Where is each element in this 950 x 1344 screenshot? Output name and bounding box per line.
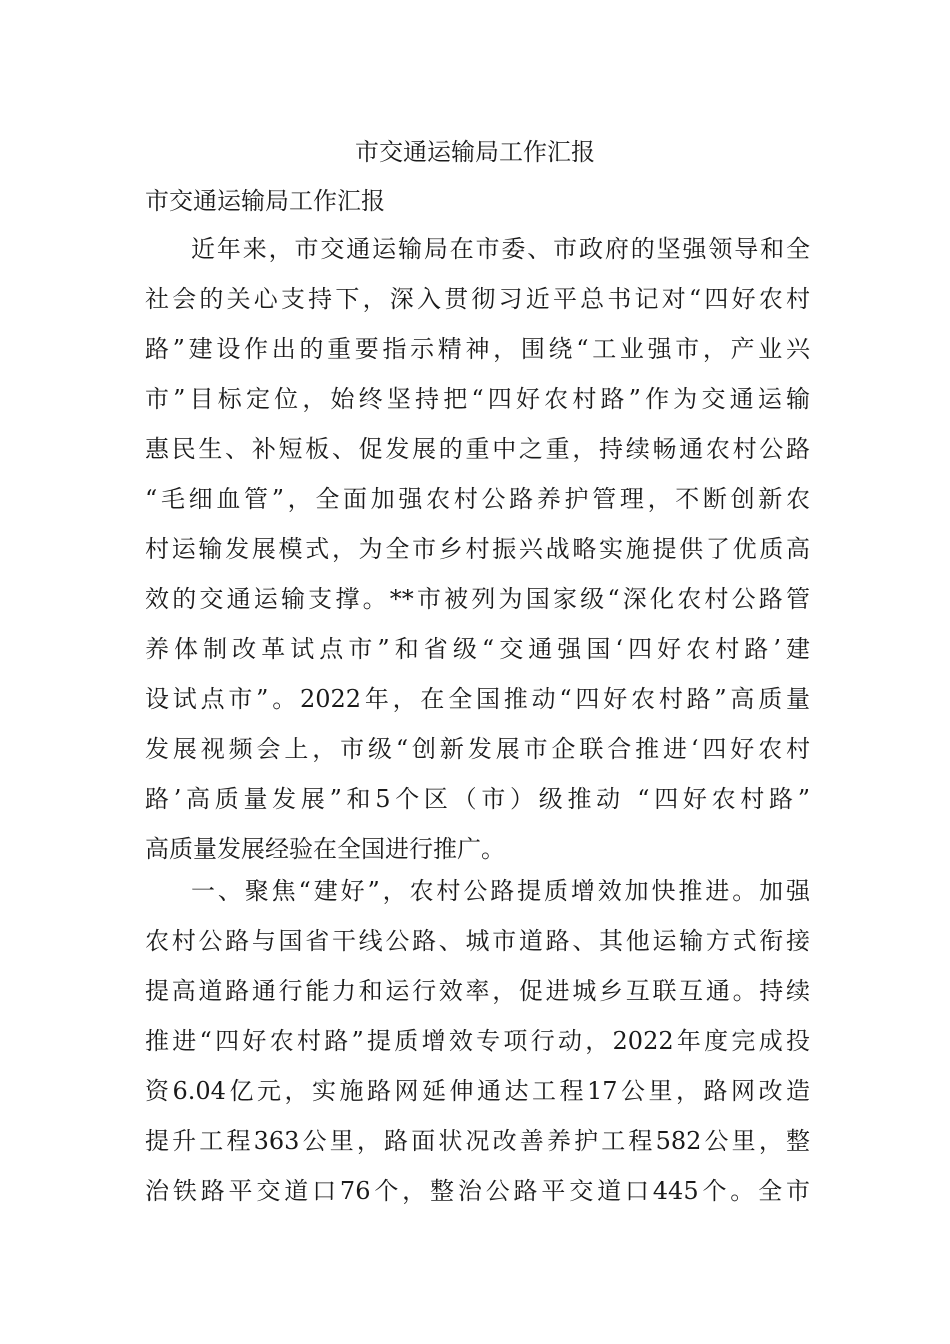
text-line: “毛细血管”，全面加强农村公路养护管理，不断创新农	[145, 485, 810, 513]
text-line: 一、聚焦“建好”，农村公路提质增效加快推进。加强	[191, 877, 810, 905]
text-line: 路’高质量发展”和5个区（市）级推动 “四好农村路”	[145, 785, 810, 813]
text-line: 近年来，市交通运输局在市委、市政府的坚强领导和全	[191, 235, 810, 263]
text-line: 治铁路平交道口76个，整治公路平交道口445个。全市	[145, 1177, 810, 1205]
text-line: 农村公路与国省干线公路、城市道路、其他运输方式衔接	[145, 927, 810, 955]
text-line: 资6.04亿元，实施路网延伸通达工程17公里，路网改造	[145, 1077, 810, 1105]
paragraph-intro	[145, 224, 810, 874]
text-line: 市”目标定位，始终坚持把“四好农村路”作为交通运输	[145, 385, 810, 413]
text-line: 设试点市”。2022年，在全国推动“四好农村路”高质量	[145, 685, 810, 713]
text-line: 惠民生、补短板、促发展的重中之重，持续畅通农村公路	[145, 435, 810, 463]
text-line: 提高道路通行能力和运行效率，促进城乡互联互通。持续	[145, 977, 810, 1005]
document-subtitle: 市交通运输局工作汇报	[145, 187, 385, 215]
text-line: 提升工程363公里，路面状况改善养护工程582公里，整	[145, 1127, 810, 1155]
paragraph-section-one	[145, 866, 810, 1216]
text-line: 路”建设作出的重要指示精神，围绕“工业强市，产业兴	[145, 335, 810, 363]
text-line: 社会的关心支持下，深入贯彻习近平总书记对“四好农村	[145, 285, 810, 313]
document-title: 市交通运输局工作汇报	[355, 138, 595, 166]
text-line: 发展视频会上，市级“创新发展市企联合推进‘四好农村	[145, 735, 810, 763]
text-line: 高质量发展经验在全国进行推广。	[145, 835, 505, 863]
text-line: 村运输发展模式，为全市乡村振兴战略实施提供了优质高	[145, 535, 810, 563]
text-line: 推进“四好农村路”提质增效专项行动，2022年度完成投	[145, 1027, 810, 1055]
text-line: 效的交通运输支撑。**市被列为国家级“深化农村公路管	[145, 585, 810, 613]
text-line: 养体制改革试点市”和省级“交通强国‘四好农村路’建	[145, 635, 810, 663]
